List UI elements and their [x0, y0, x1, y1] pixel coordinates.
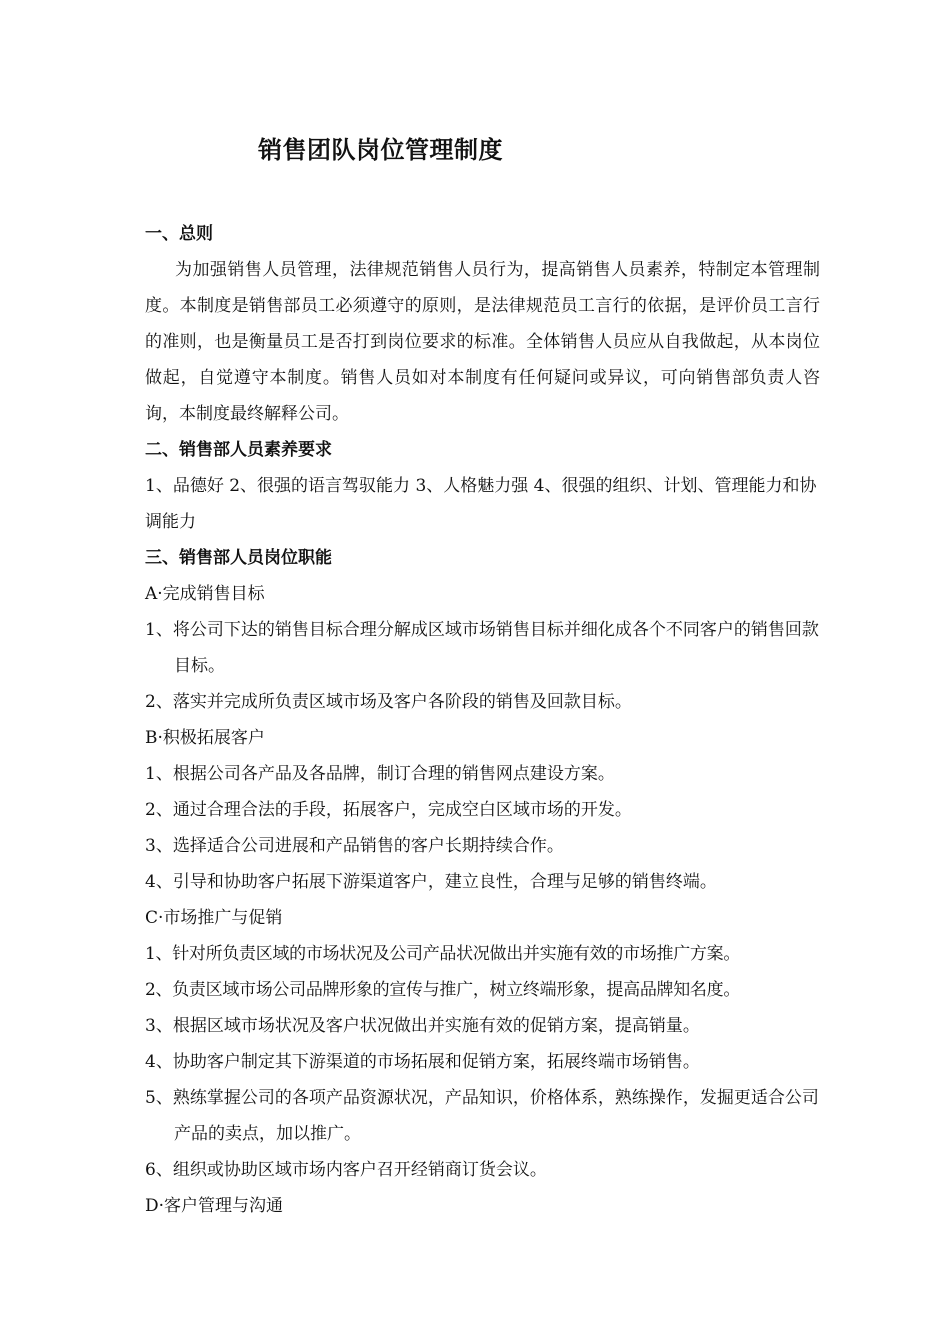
group-label-sales-target: A·完成销售目标: [145, 584, 265, 604]
list-item: 2、落实并完成所负责区域市场及客户各阶段的销售及回款目标。: [145, 692, 632, 712]
list-item: 3、根据区域市场状况及客户状况做出并实施有效的促销方案，提高销量。: [145, 1016, 700, 1036]
document-body: [145, 216, 820, 1224]
list-item: 4、引导和协助客户拓展下游渠道客户，建立良性，合理与足够的销售终端。: [145, 872, 717, 892]
list-item: 2、通过合理合法的手段，拓展客户，完成空白区域市场的开发。: [145, 800, 632, 820]
qualities-text: 1、品德好 2、很强的语言驾驭能力 3、人格魅力强 4、很强的组织、计划、管理能力和协调能力: [145, 476, 817, 532]
group-label-expand-customers: B·积极拓展客户: [145, 728, 265, 748]
section-heading-qualities: 二、销售部人员素养要求: [145, 440, 332, 460]
list-item: 1、针对所负责区域的市场状况及公司产品状况做出并实施有效的市场推广方案。: [145, 944, 741, 964]
section-heading-general: 一、总则: [145, 224, 213, 244]
general-paragraph: 为加强销售人员管理，法律规范销售人员行为，提高销售人员素养，特制定本管理制度。本制度是销售部员工必须遵守的原则，是法律规范员工言行的依据，是评价员工言行的准则，也是衡量员工是否打到岗位要求的标准。全体销售人员应从自我做起，从本岗位做起，自觉遵守本制度。销售人员如对本制度有任何疑问或异议，可向销售部负责人咨询，本制度最终解释公司。: [145, 260, 820, 424]
list-item: 5、熟练掌握公司的各项产品资源状况，产品知识，价格体系，熟练操作，发掘更适合公司产品的卖点，加以推广。: [145, 1088, 819, 1144]
document-title: 销售团队岗位管理制度: [258, 136, 503, 164]
section-heading-duties: 三、销售部人员岗位职能: [145, 548, 332, 568]
list-item: 1、根据公司各产品及各品牌，制订合理的销售网点建设方案。: [145, 764, 615, 784]
list-item: 6、组织或协助区域市场内客户召开经销商订货会议。: [145, 1160, 547, 1180]
list-item: 4、协助客户制定其下游渠道的市场拓展和促销方案，拓展终端市场销售。: [145, 1052, 700, 1072]
list-item: 1、将公司下达的销售目标合理分解成区域市场销售目标并细化成各个不同客户的销售回款目标。: [145, 620, 819, 676]
group-label-promotion: C·市场推广与促销: [145, 908, 283, 928]
list-item: 3、选择适合公司进展和产品销售的客户长期持续合作。: [145, 836, 564, 856]
list-item: 2、负责区域市场公司品牌形象的宣传与推广，树立终端形象，提高品牌知名度。: [145, 980, 741, 1000]
group-label-customer-management: D·客户管理与沟通: [145, 1196, 284, 1216]
